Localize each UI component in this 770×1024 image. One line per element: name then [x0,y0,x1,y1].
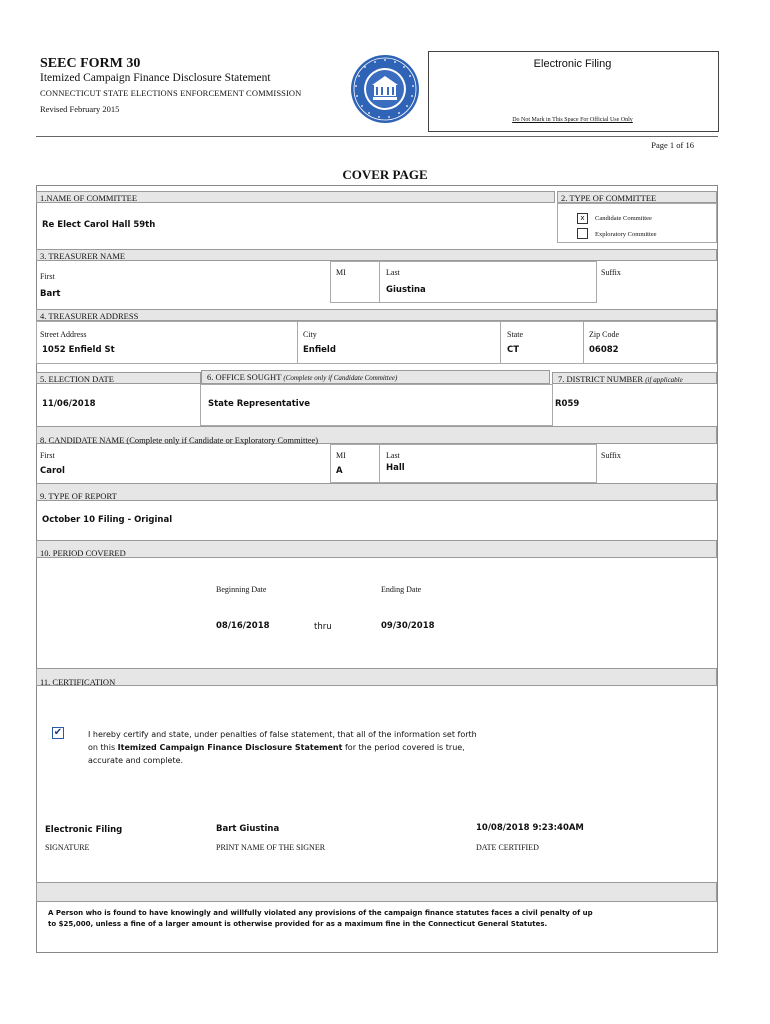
signer-name-label: PRINT NAME OF THE SIGNER [216,843,326,852]
date-certified-label: DATE CERTIFIED [476,843,539,852]
candidate-name-header: 8. CANDIDATE NAME (Complete only if Candidate or Exploratory Committee) [36,426,717,444]
certification-header: 11. CERTIFICATION [36,668,717,686]
candidate-mi-value: A [336,466,343,476]
election-date-value: 11/06/2018 [42,399,96,409]
certification-line-2c: for the period covered is true, [342,743,465,752]
penalty-notice [48,908,593,930]
district-number-label: 7. DISTRICT NUMBER [558,374,644,384]
state-label: State [507,330,523,339]
zip-cell [583,321,717,364]
candidate-suffix-label: Suffix [601,451,621,460]
penalty-line-1: A Person who is found to have knowingly and willfully violated any provisions of the campaign finance statutes faces a civil penalty of up [48,909,593,917]
city-cell [297,321,501,364]
candidate-first-value: Carol [40,466,65,476]
certification-line-2 [88,741,477,754]
committee-name-value: Re Elect Carol Hall 59th [42,220,156,230]
form-subtitle: Itemized Campaign Finance Disclosure Statement [40,72,271,84]
footer-bar [36,882,717,902]
exploratory-committee-checkbox[interactable] [577,228,588,239]
office-sought-header [201,370,550,384]
state-cell [500,321,584,364]
candidate-committee-label: Candidate Committee [595,215,652,222]
thru-label: thru [314,622,332,632]
committee-type-header: 2. TYPE OF COMMITTEE [557,191,717,203]
zip-label: Zip Code [589,330,619,339]
state-value: CT [507,345,520,355]
street-cell [36,321,298,364]
election-date-header: 5. ELECTION DATE [36,372,201,384]
candidate-last-cell [379,444,597,483]
district-number-header [552,372,717,384]
candidate-mi-cell [330,444,380,483]
street-value: 1052 Enfield St [42,345,115,355]
certification-form-name: Itemized Campaign Finance Disclosure Statement [117,743,343,752]
district-number-note: (if applicable [645,376,683,384]
treasurer-address-header: 4. TREASURER ADDRESS [36,309,717,321]
zip-value: 06082 [589,345,619,355]
signature-value: Electronic Filing [45,825,123,835]
district-number-value: R059 [555,399,580,409]
report-type-value: October 10 Filing - Original [42,515,173,525]
date-certified-value: 10/08/2018 9:23:40AM [476,823,584,833]
beginning-date-value: 08/16/2018 [216,621,270,631]
report-type-header: 9. TYPE OF REPORT [36,483,717,501]
candidate-committee-checkbox[interactable]: x [577,213,588,224]
certification-checkbox[interactable]: ✔ [53,727,63,738]
signature-label: SIGNATURE [45,843,90,852]
period-covered-header: 10. PERIOD COVERED [36,540,717,558]
candidate-last-label: Last [386,451,400,460]
office-sought-value: State Representative [208,399,311,409]
treasurer-last-label: Last [386,268,400,277]
candidate-last-value: Hall [386,463,405,473]
header-divider [36,136,718,137]
agency-name: CONNECTICUT STATE ELECTIONS ENFORCEMENT COMMISSION [40,88,302,98]
treasurer-first-value: Bart [40,289,61,299]
cover-title: COVER PAGE [342,167,428,182]
treasurer-mi-label: MI [336,268,346,277]
official-use-note: Do Not Mark in This Space For Official Use Only [512,117,633,123]
street-label: Street Address [40,330,87,339]
beginning-date-label: Beginning Date [216,585,267,594]
ending-date-value: 09/30/2018 [381,621,435,631]
certification-line-3: accurate and complete. [88,756,184,765]
city-value: Enfield [303,345,336,355]
candidate-mi-label: MI [336,451,346,460]
committee-name-header: 1.NAME OF COMMITTEE [36,191,555,203]
penalty-line-2: to $25,000, unless a fine of a larger amount is otherwise provided for as a maximum fine in the Connecticut General Statutes. [48,920,548,928]
treasurer-first-label: First [40,272,55,281]
page-indicator: Page 1 of 16 [651,140,694,150]
treasurer-suffix-label: Suffix [601,268,621,277]
certification-text [88,728,477,767]
treasurer-name-header: 3. TREASURER NAME [36,249,717,261]
form-title: SEEC FORM 30 [40,56,141,71]
candidate-first-label: First [40,451,55,460]
revision-date: Revised February 2015 [40,104,120,114]
filing-method-label: Electronic Filing [533,58,612,70]
certification-line-1: I hereby certify and state, under penalties of false statement, that all of the information set forth [88,730,477,739]
office-sought-note: (Complete only if Candidate Committee) [283,374,398,382]
office-sought-label: 6. OFFICE SOUGHT [207,372,282,382]
exploratory-committee-label: Exploratory Committee [595,231,657,238]
treasurer-last-cell [379,261,597,303]
treasurer-last-value: Giustina [386,285,426,295]
city-label: City [303,330,317,339]
signer-name-value: Bart Giustina [216,824,280,834]
ending-date-label: Ending Date [381,585,422,594]
certification-line-2a: on this [88,743,118,752]
state-seal-icon [350,54,420,124]
